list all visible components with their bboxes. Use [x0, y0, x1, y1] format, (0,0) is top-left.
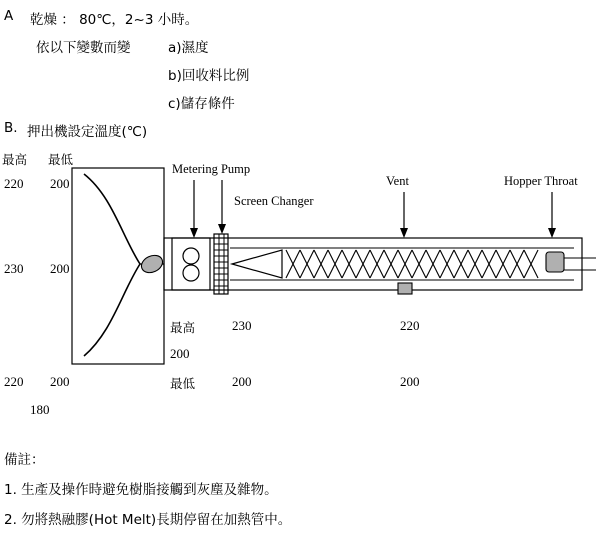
- column-header-max: 最高: [2, 152, 28, 167]
- coat-hanger-die-profile: [84, 174, 140, 356]
- zone-table-max-label: 最高: [170, 320, 196, 335]
- metering-pump-gear-top: [183, 248, 199, 264]
- extruder-barrel: [164, 238, 582, 290]
- left-row-extra-value: 180: [30, 402, 50, 417]
- section-a-line2: 依以下變數而變: [36, 40, 131, 56]
- notes-title: 備註：: [4, 452, 45, 468]
- left-row-2-max: 230: [4, 261, 24, 276]
- zone-table-max-value-1: 230: [232, 318, 252, 333]
- screw-tip-cone: [232, 250, 282, 278]
- metering-pump-gear-bottom: [183, 265, 199, 281]
- note-item-1: 1. 生產及操作時避免樹脂接觸到灰塵及雜物。: [4, 482, 278, 498]
- zone-table-min-value-1: 200: [232, 374, 252, 389]
- callout-vent: Vent: [386, 174, 409, 188]
- left-row-1-min: 200: [50, 176, 70, 191]
- screen-changer-hatching: [214, 234, 228, 294]
- left-row-3-min: 200: [50, 374, 70, 389]
- screw-flights: [286, 250, 538, 278]
- screen-changer-block: [214, 234, 228, 294]
- left-row-3-max: 220: [4, 374, 24, 389]
- vent-port-gray: [398, 283, 412, 294]
- callout-hopper-throat: Hopper Throat: [504, 174, 578, 188]
- section-a-line1: 乾燥 ： 80℃，2~3 小時。: [30, 12, 199, 28]
- section-a-item-storage: c)儲存條件: [168, 96, 235, 112]
- column-header-min: 最低: [48, 152, 74, 167]
- hopper-throat-gray: [546, 252, 564, 272]
- zone-table-max-extra-value: 200: [170, 346, 190, 361]
- left-row-1-max: 220: [4, 176, 24, 191]
- die-adapter-gray: [139, 252, 166, 276]
- section-a-item-recycle-ratio: b)回收料比例: [168, 68, 250, 84]
- metering-pump-housing: [172, 238, 210, 290]
- section-a-item-humidity: a)濕度: [168, 40, 209, 56]
- left-row-2-min: 200: [50, 261, 70, 276]
- zone-table-min-label: 最低: [170, 376, 196, 391]
- section-a-letter: A: [4, 8, 14, 24]
- callout-arrows: [190, 180, 556, 238]
- callout-metering-pump: Metering Pump: [172, 162, 251, 176]
- die-housing: [72, 168, 164, 364]
- callout-screen-changer: Screen Changer: [234, 194, 314, 208]
- zone-table-min-value-2: 200: [400, 374, 420, 389]
- section-b-title: 押出機設定溫度(℃): [27, 124, 148, 140]
- note-item-2: 2. 勿將熱融膠(Hot Melt)長期停留在加熱管中。: [4, 512, 292, 528]
- zone-table-max-value-2: 220: [400, 318, 420, 333]
- section-b-letter: B.: [4, 120, 18, 136]
